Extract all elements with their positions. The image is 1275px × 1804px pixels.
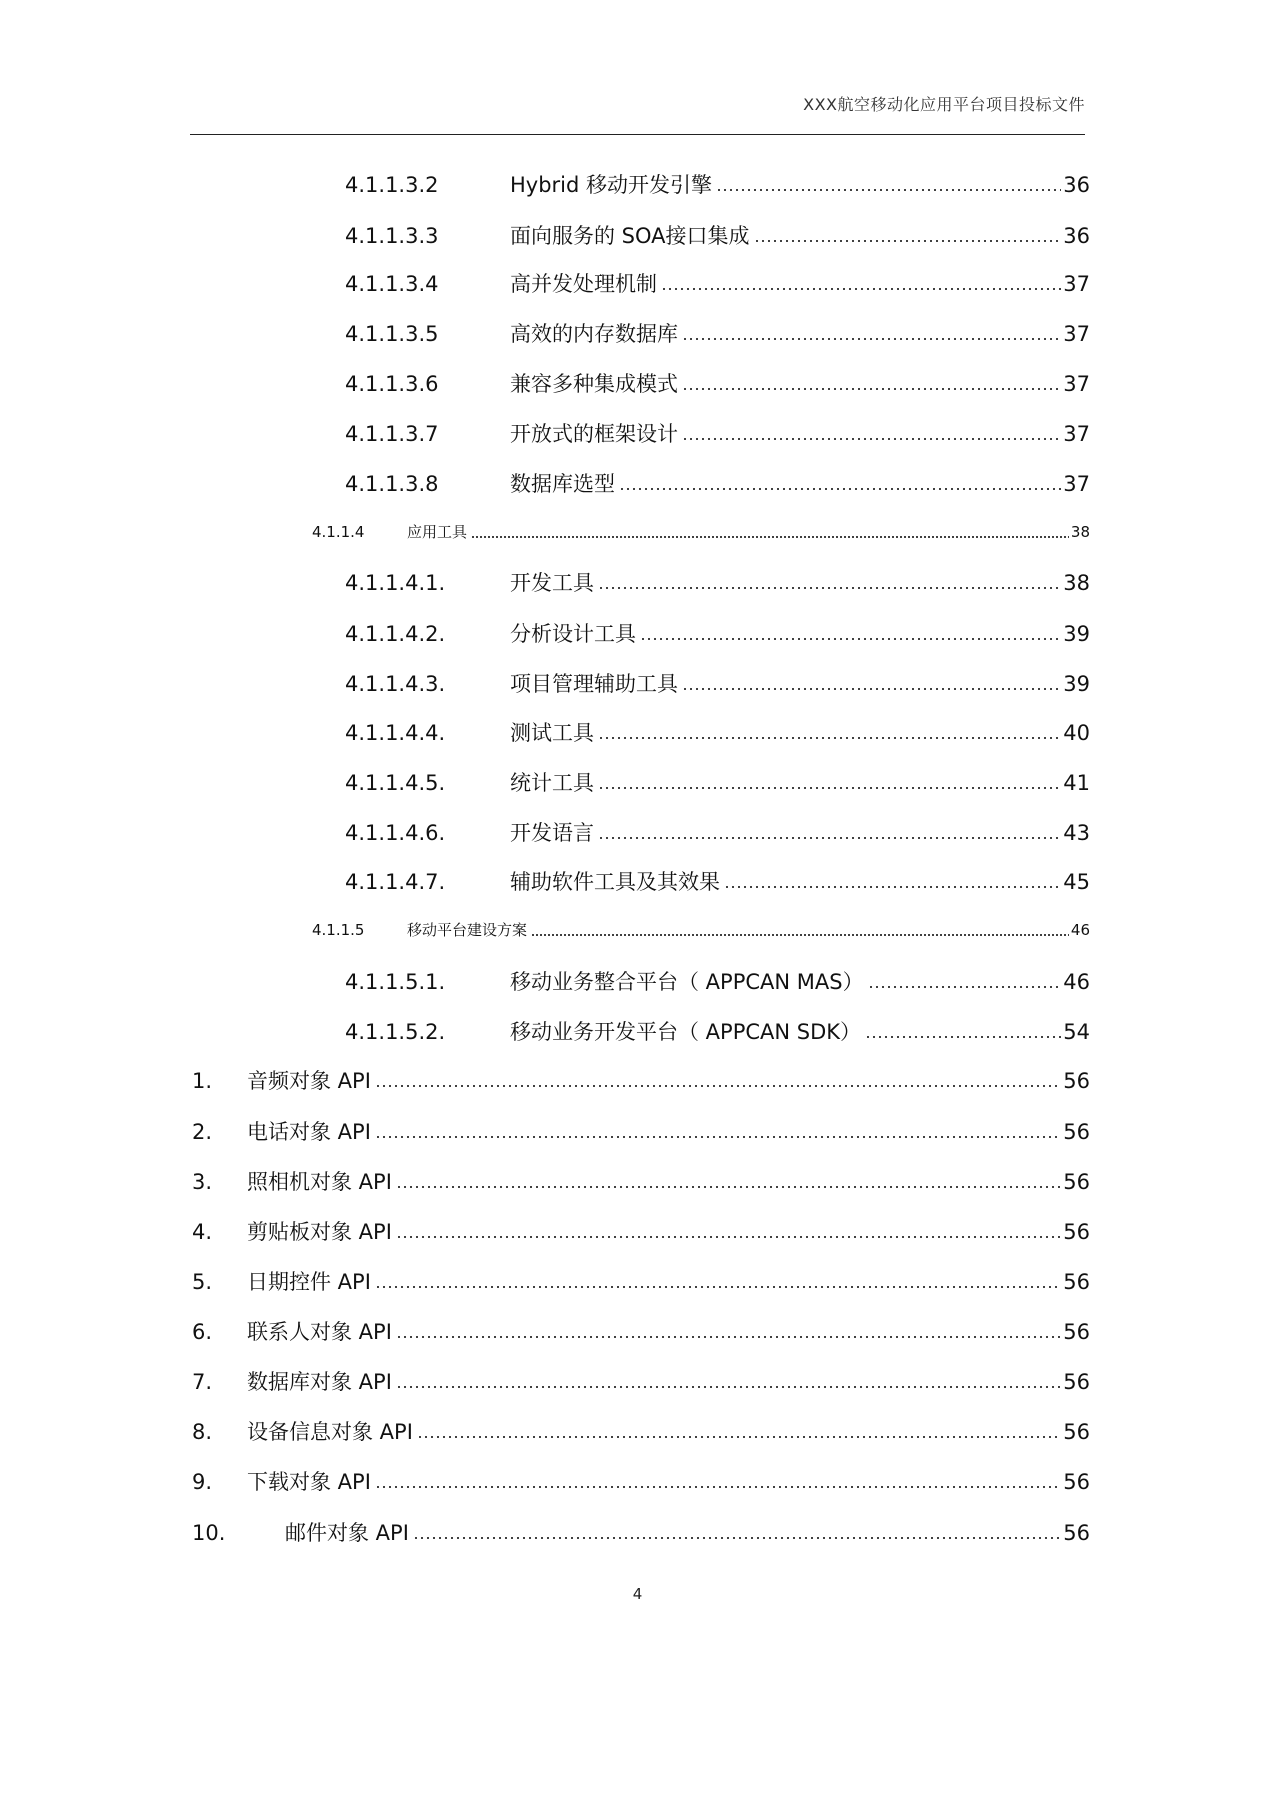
toc-entry-page: 37 [1063, 422, 1090, 446]
toc-dot-leader [640, 636, 1061, 642]
toc-dot-leader [598, 585, 1061, 591]
toc-entry-page: 37 [1063, 322, 1090, 346]
toc-entry[interactable] [345, 568, 1090, 598]
toc-entry-title: 移动业务开发平台（ APPCAN SDK） [510, 1020, 862, 1044]
toc-entry-number: 4.1.1.3.8 [345, 472, 439, 496]
toc-entry[interactable] [192, 1167, 1090, 1197]
toc-entry[interactable] [192, 1217, 1090, 1247]
toc-entry-title: 数据库选型 [510, 472, 615, 496]
toc-entry[interactable] [345, 1017, 1090, 1047]
toc-dot-leader [375, 1083, 1061, 1089]
toc-entry[interactable] [345, 768, 1090, 798]
toc-entry-page: 46 [1070, 921, 1090, 939]
toc-entry-number: 4.1.1.5 [312, 921, 365, 939]
toc-dot-leader [598, 785, 1061, 791]
toc-entry-number: 4.1.1.4.6. [345, 821, 446, 845]
toc-dot-leader [417, 1434, 1061, 1440]
toc-entry-page: 45 [1063, 870, 1090, 894]
toc-entry[interactable] [312, 520, 1090, 544]
toc-entry-title: 兼容多种集成模式 [510, 372, 678, 396]
toc-dot-leader [396, 1384, 1061, 1390]
toc-entry[interactable] [192, 1117, 1090, 1147]
toc-dot-leader [375, 1484, 1061, 1490]
toc-dot-leader [682, 686, 1061, 692]
toc-entry-page: 56 [1063, 1370, 1090, 1394]
toc-entry-page: 39 [1063, 622, 1090, 646]
toc-entry[interactable] [345, 319, 1090, 349]
toc-entry-number: 9. [192, 1470, 213, 1494]
toc-entry-page: 37 [1063, 272, 1090, 296]
toc-entry-number: 4.1.1.4.4. [345, 721, 446, 745]
toc-entry-title: 日期控件 API [247, 1270, 371, 1294]
toc-entry-number: 2. [192, 1120, 213, 1144]
toc-entry-title: Hybrid 移动开发引擎 [510, 173, 713, 197]
toc-entry-page: 38 [1063, 571, 1090, 595]
toc-entry-title: 剪贴板对象 API [247, 1220, 392, 1244]
toc-entry-page: 56 [1063, 1270, 1090, 1294]
toc-dot-leader [682, 386, 1061, 392]
toc-entry-page: 56 [1063, 1320, 1090, 1344]
toc-entry-title: 设备信息对象 API [247, 1420, 413, 1444]
toc-entry[interactable] [345, 269, 1090, 299]
toc-entry[interactable] [345, 419, 1090, 449]
toc-entry-page: 54 [1063, 1020, 1090, 1044]
toc-entry-title: 辅助软件工具及其效果 [510, 870, 720, 894]
toc-dot-leader [413, 1535, 1061, 1541]
toc-dot-leader [375, 1134, 1061, 1140]
toc-entry[interactable] [345, 669, 1090, 699]
toc-entry-page: 41 [1063, 771, 1090, 795]
toc-entry[interactable] [345, 818, 1090, 848]
toc-dot-leader [471, 535, 1069, 539]
toc-entry-title: 统计工具 [510, 771, 594, 795]
toc-dot-leader [724, 884, 1061, 890]
toc-entry-number: 4.1.1.4.1. [345, 571, 446, 595]
toc-entry-number: 4.1.1.4.3. [345, 672, 446, 696]
toc-entry-number: 8. [192, 1420, 213, 1444]
toc-entry-number: 4.1.1.4 [312, 523, 365, 541]
toc-dot-leader [396, 1334, 1061, 1340]
toc-dot-leader [682, 436, 1061, 442]
toc-entry-page: 39 [1063, 672, 1090, 696]
toc-entry-number: 1. [192, 1069, 213, 1093]
toc-entry-title: 照相机对象 API [247, 1170, 392, 1194]
toc-entry-number: 4.1.1.3.4 [345, 272, 439, 296]
toc-entry-title: 数据库对象 API [247, 1370, 392, 1394]
toc-entry-number: 4.1.1.4.2. [345, 622, 446, 646]
toc-dot-leader [716, 187, 1061, 193]
toc-entry-page: 56 [1063, 1220, 1090, 1244]
toc-entry-number: 4.1.1.5.2. [345, 1020, 446, 1044]
toc-entry[interactable] [345, 221, 1090, 251]
toc-entry[interactable] [192, 1066, 1090, 1096]
toc-entry[interactable] [345, 718, 1090, 748]
toc-entry-title: 开发工具 [510, 571, 594, 595]
toc-entry-page: 36 [1063, 224, 1090, 248]
toc-entry-number: 4.1.1.4.5. [345, 771, 446, 795]
toc-dot-leader [865, 1034, 1061, 1040]
toc-entry[interactable] [312, 918, 1090, 942]
toc-entry[interactable] [345, 619, 1090, 649]
toc-entry-page: 56 [1063, 1069, 1090, 1093]
document-header-title: XXX航空移动化应用平台项目投标文件 [803, 95, 1085, 114]
toc-entry-number: 4.1.1.5.1. [345, 970, 446, 994]
toc-entry-number: 4.1.1.3.7 [345, 422, 439, 446]
toc-dot-leader [754, 238, 1062, 244]
toc-dot-leader [396, 1184, 1061, 1190]
toc-entry-number: 5. [192, 1270, 213, 1294]
toc-entry[interactable] [192, 1417, 1090, 1447]
toc-dot-leader [598, 835, 1061, 841]
toc-entry-page: 37 [1063, 472, 1090, 496]
toc-entry-number: 4.1.1.3.2 [345, 173, 439, 197]
toc-entry[interactable] [192, 1518, 1090, 1548]
toc-dot-leader [619, 486, 1061, 492]
toc-entry-page: 38 [1070, 523, 1090, 541]
toc-entry-page: 43 [1063, 821, 1090, 845]
toc-entry-title: 移动平台建设方案 [407, 921, 528, 939]
toc-dot-leader [598, 735, 1061, 741]
toc-entry[interactable] [345, 469, 1090, 499]
toc-entry-title: 下载对象 API [247, 1470, 371, 1494]
toc-entry-number: 4.1.1.3.6 [345, 372, 439, 396]
toc-dot-leader [682, 336, 1061, 342]
toc-dot-leader [375, 1284, 1061, 1290]
toc-entry-page: 56 [1063, 1521, 1090, 1545]
toc-entry-title: 应用工具 [407, 523, 468, 541]
toc-entry-page: 46 [1063, 970, 1090, 994]
toc-entry[interactable] [192, 1467, 1090, 1497]
toc-entry-number: 4.1.1.3.3 [345, 224, 439, 248]
toc-entry[interactable] [345, 170, 1090, 200]
toc-entry-page: 37 [1063, 372, 1090, 396]
toc-entry-page: 40 [1063, 721, 1090, 745]
toc-entry-title: 高并发处理机制 [510, 272, 657, 296]
toc-dot-leader [868, 984, 1062, 990]
toc-entry-page: 36 [1063, 173, 1090, 197]
toc-entry-number: 7. [192, 1370, 213, 1394]
toc-entry[interactable] [192, 1367, 1090, 1397]
toc-entry-title: 测试工具 [510, 721, 594, 745]
toc-entry-number: 4.1.1.3.5 [345, 322, 439, 346]
toc-dot-leader [396, 1234, 1061, 1240]
toc-entry-number: 10. [192, 1521, 226, 1545]
toc-entry-title: 高效的内存数据库 [510, 322, 678, 346]
toc-entry[interactable] [345, 369, 1090, 399]
toc-entry-page: 56 [1063, 1470, 1090, 1494]
toc-entry[interactable] [192, 1267, 1090, 1297]
toc-entry-title: 开放式的框架设计 [510, 422, 678, 446]
toc-entry-title: 电话对象 API [247, 1120, 371, 1144]
toc-dot-leader [531, 933, 1069, 937]
toc-entry-number: 4.1.1.4.7. [345, 870, 446, 894]
toc-entry-title: 音频对象 API [247, 1069, 371, 1093]
toc-entry-title: 邮件对象 API [285, 1521, 409, 1545]
toc-entry[interactable] [345, 867, 1090, 897]
toc-entry-title: 面向服务的 SOA接口集成 [510, 224, 750, 248]
toc-entry-number: 6. [192, 1320, 213, 1344]
toc-entry-number: 3. [192, 1170, 213, 1194]
toc-entry-title: 移动业务整合平台（ APPCAN MAS） [510, 970, 864, 994]
toc-dot-leader [661, 286, 1061, 292]
toc-entry-number: 4. [192, 1220, 213, 1244]
toc-entry-page: 56 [1063, 1420, 1090, 1444]
toc-entry-title: 分析设计工具 [510, 622, 636, 646]
toc-entry-title: 项目管理辅助工具 [510, 672, 678, 696]
toc-entry[interactable] [192, 1317, 1090, 1347]
toc-entry-page: 56 [1063, 1120, 1090, 1144]
toc-entry-title: 开发语言 [510, 821, 594, 845]
toc-entry-page: 56 [1063, 1170, 1090, 1194]
toc-entry[interactable] [345, 967, 1090, 997]
page-number: 4 [632, 1585, 643, 1603]
toc-entry-title: 联系人对象 API [247, 1320, 392, 1344]
